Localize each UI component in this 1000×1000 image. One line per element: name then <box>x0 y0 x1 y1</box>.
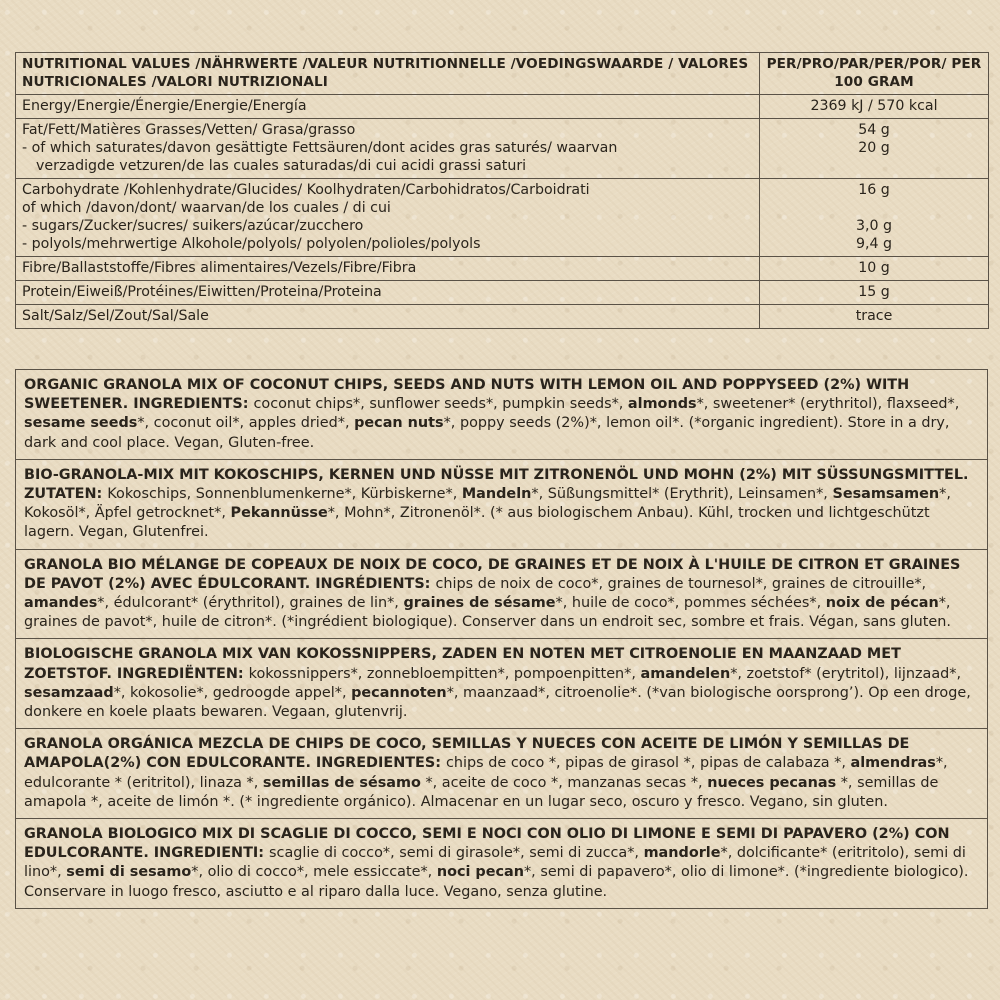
sugars-label: - sugars/Zucker/sucres/ suikers/azúcar/zucchero <box>22 218 364 234</box>
allergen-term: semi di sesamo <box>66 864 192 881</box>
ingredient-text: *, olio di cocco*, mele essiccate*, <box>191 864 437 881</box>
allergen-term: Pekannüsse <box>230 505 328 522</box>
ingredients-table <box>15 369 988 909</box>
nutrition-table <box>15 52 989 329</box>
allergen-term: semillas de sésamo <box>262 774 421 791</box>
ingredient-text: *, dolcificante* (eritritolo), semi di lino*, <box>24 845 966 881</box>
ingredient-text: *, maanzaad*, citroenolie*. (*van biologische oorsprong’). Op een droge, donkere en koele plaats bewaren. Vegaan, glutenvrij. <box>24 684 971 721</box>
ingredient-text: *, édulcorant* (érythritol), graines de lin*, <box>97 595 404 612</box>
ingredient-text: *, semi di papavero*, olio di limone*. (*ingrediente biologico). Conservare in luogo fresco, asciutto e al riparo dalla luce. Vegano, senza glutine. <box>24 864 969 900</box>
ingredients-intro: GRANOLA ORGÁNICA MEZCLA DE CHIPS DE COCO, SEMILLAS Y NUECES CON ACEITE DE LIMÓN Y SEMILLAS DE AMAPOLA(2%) CON EDULCORANTE. INGREDIENTES: <box>24 736 910 772</box>
ingredients-intro: BIOLOGISCHE GRANOLA MIX VAN KOKOSSNIPPERS, ZADEN EN NOTEN MET CITROENOLIE EN MAANZAAD MET ZOETSTOF. INGREDIËNTEN: <box>24 646 901 682</box>
ingredients-row-fr <box>16 549 988 639</box>
fibre-label: Fibre/Ballaststoffe/Fibres alimentaires/Vezels/Fibre/Fibra <box>16 257 760 281</box>
sugars-value: 3,0 g <box>855 218 893 234</box>
ingredient-text: scaglie di cocco*, semi di girasole*, semi di zucca*, <box>269 845 644 862</box>
energy-label: Energy/Energie/Énergie/Energie/Energía <box>16 95 760 119</box>
energy-row <box>16 95 989 119</box>
ingredients-it <box>16 819 988 909</box>
ingredient-text: *, kokosolie*, gedroogde appel*, <box>113 684 352 701</box>
ingredient-text: *, graines de pavot*, huile de citron*. (*ingrédient biologique). Conserver dans un endroit sec, sombre et frais. Végan, sans gluten. <box>24 595 951 631</box>
salt-label: Salt/Salz/Sel/Zout/Sal/Sale <box>16 305 760 329</box>
carb-row <box>16 179 989 257</box>
ingredient-text: *, zoetstof* (erytritol), lijnzaad*, <box>730 665 962 682</box>
ingredients-row-it <box>16 819 988 909</box>
ingredients-es <box>16 729 988 819</box>
ingredient-text: chips de noix de coco*, graines de tournesol*, graines de citrouille*, <box>435 575 927 592</box>
ingredient-text: *, edulcorante * (eritritol), linaza *, <box>24 755 948 791</box>
fibre-row <box>16 257 989 281</box>
ingredient-text: *, coconut oil*, apples dried*, <box>137 415 355 432</box>
ingredient-text: kokossnippers*, zonnebloempitten*, pompoenpitten*, <box>248 665 641 682</box>
protein-value: 15 g <box>760 281 989 305</box>
ingredients-de <box>16 459 988 549</box>
allergen-term: noix de pécan <box>825 595 939 612</box>
ingredients-intro: GRANOLA BIOLOGICO MIX DI SCAGLIE DI COCCO, SEMI E NOCI CON OLIO DI LIMONE E SEMI DI PAPAVERO (2%) CON EDULCORANTE. INGREDIENTI: <box>24 826 950 862</box>
allergen-term: almendras <box>850 755 936 772</box>
salt-value: trace <box>760 305 989 329</box>
fat-values <box>760 119 989 179</box>
fibre-value: 10 g <box>760 257 989 281</box>
ingredients-row-de <box>16 459 988 549</box>
protein-row <box>16 281 989 305</box>
ingredient-text: *, huile de coco*, pommes séchées*, <box>555 595 826 612</box>
ingredients-nl <box>16 639 988 729</box>
ingredients-row-en <box>16 370 988 460</box>
ingredients-en <box>16 370 988 460</box>
fat-value: 54 g <box>858 122 890 138</box>
allergen-term: pecan nuts <box>354 415 444 432</box>
salt-row <box>16 305 989 329</box>
nutrition-header-row <box>16 53 989 95</box>
ingredient-text: *, semillas de amapola *, aceite de limón *. (* ingrediente orgánico). Almacenar en un lugar seco, oscuro y fresco. Vegano, sin gluten. <box>24 774 939 810</box>
allergen-term: Sesamsamen <box>832 486 940 503</box>
carb-values <box>760 179 989 257</box>
allergen-term: amandes <box>24 595 98 612</box>
carb-value: 16 g <box>858 182 890 198</box>
saturates-label: - of which saturates/davon gesättigte Fettsäuren/dont acides gras saturés/ waarvan <box>22 140 618 156</box>
ingredient-text: *, Mohn*, Zitronenöl*. (* aus biologischem Anbau). Kühl, trocken und lichtgeschützt lagern. Vegan, Glutenfrei. <box>24 505 930 541</box>
ingredient-text: *, Kokosöl*, Äpfel getrocknet*, <box>24 486 951 522</box>
allergen-term: mandorle <box>643 845 721 862</box>
ingredient-text: chips de coco *, pipas de girasol *, pipas de calabaza *, <box>446 755 851 772</box>
ingredients-row-es <box>16 729 988 819</box>
fat-cell <box>16 119 760 179</box>
allergen-term: sesame seeds <box>24 415 138 432</box>
allergen-term: sesamzaad <box>24 684 114 701</box>
saturates-value: 20 g <box>858 140 890 156</box>
carb-cell <box>16 179 760 257</box>
polyols-value: 9,4 g <box>855 236 893 252</box>
ingredients-row-nl <box>16 639 988 729</box>
ingredient-text: *, sweetener* (erythritol), flaxseed*, <box>696 396 960 413</box>
ingredient-text: *, aceite de coco *, manzanas secas *, <box>420 774 708 791</box>
allergen-term: nueces pecanas <box>707 774 837 791</box>
ingredient-text: Kokoschips, Sonnenblumenkerne*, Kürbiskerne*, <box>107 486 462 503</box>
fat-row <box>16 119 989 179</box>
ingredient-text: coconut chips*, sunflower seeds*, pumpkin seeds*, <box>253 396 628 413</box>
nutrition-header-label: NUTRITIONAL VALUES /NÄHRWERTE /VALEUR NUTRITIONNELLE /VOEDINGSWAARDE / VALORES NUTRICIONALES /VALORI NUTRIZIONALI <box>16 53 760 95</box>
energy-value: 2369 kJ / 570 kcal <box>760 95 989 119</box>
ingredients-intro: ORGANIC GRANOLA MIX OF COCONUT CHIPS, SEEDS AND NUTS WITH LEMON OIL AND POPPYSEED (2%) WITH SWEETENER. INGREDIENTS: <box>24 377 910 413</box>
carb-label: Carbohydrate /Kohlenhydrate/Glucides/ Koolhydraten/Carbohidratos/Carboidrati <box>22 182 590 198</box>
allergen-term: graines de sésame <box>403 595 556 612</box>
ingredients-intro: BIO-GRANOLA-MIX MIT KOKOSCHIPS, KERNEN UND NÜSSE MIT ZITRONENÖL UND MOHN (2%) MIT SÜSSUNGSMITTEL. ZUTATEN: <box>24 466 969 503</box>
protein-label: Protein/Eiweiß/Protéines/Eiwitten/Proteina/Proteina <box>16 281 760 305</box>
allergen-term: amandelen <box>640 665 731 682</box>
allergen-term: pecannoten <box>351 684 447 701</box>
nutrition-header-per: PER/PRO/PAR/PER/POR/ PER 100 GRAM <box>760 53 989 95</box>
allergen-term: almonds <box>627 396 697 413</box>
ingredient-text: *, poppy seeds (2%)*, lemon oil*. (*organic ingredient). Store in a dry, dark and cool place. Vegan, Gluten-free. <box>24 415 950 451</box>
of-which-label: of which /davon/dont/ waarvan/de los cuales / di cui <box>22 200 391 216</box>
allergen-term: Mandeln <box>461 486 532 503</box>
ingredient-text: *, Süßungsmittel* (Erythrit), Leinsamen*, <box>531 486 833 503</box>
ingredients-fr <box>16 549 988 639</box>
polyols-label: - polyols/mehrwertige Alkohole/polyols/ polyolen/polioles/polyols <box>22 236 481 252</box>
allergen-term: noci pecan <box>436 864 524 881</box>
ingredients-intro: GRANOLA BIO MÉLANGE DE COPEAUX DE NOIX DE COCO, DE GRAINES ET DE NOIX À L'HUILE DE CITRON ET GRAINES DE PAVOT (2%) AVEC ÉDULCORANT. INGRÉDIENTS: <box>24 556 961 592</box>
saturates-label-cont: verzadigde vetzuren/de las cuales saturadas/di cui acidi grassi saturi <box>36 158 527 174</box>
fat-label: Fat/Fett/Matières Grasses/Vetten/ Grasa/grasso <box>22 122 356 138</box>
